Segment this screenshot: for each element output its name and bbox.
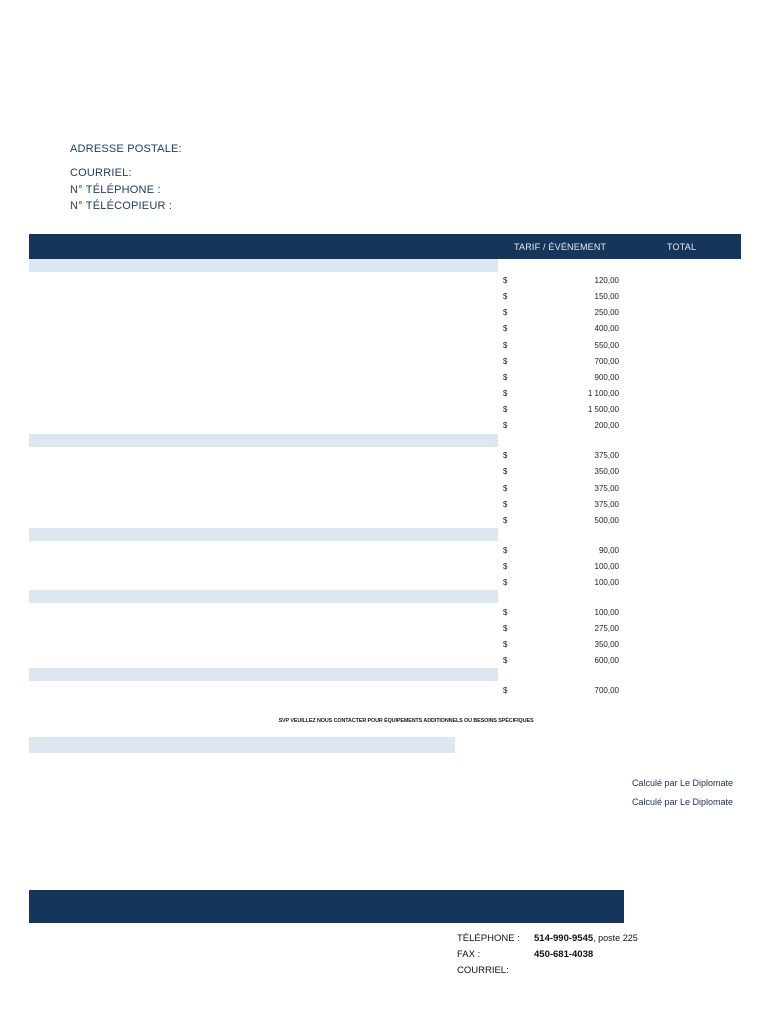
currency-symbol: $: [503, 484, 508, 493]
footer-tel-label: TÉLÉPHONE :: [457, 933, 520, 944]
currency-symbol: $: [503, 357, 508, 366]
table-header-bar: [29, 234, 741, 259]
section-band: [29, 528, 498, 541]
footer-fax-number: 450-681-4038: [534, 949, 594, 960]
price-value: 600,00: [594, 656, 619, 665]
footer-courriel-label: COURRIEL:: [457, 965, 509, 976]
price-value: 90,00: [598, 546, 619, 555]
price-value: 500,00: [594, 516, 619, 525]
currency-symbol: $: [503, 292, 508, 301]
section-band: [29, 434, 498, 447]
calc-line: Calculé par Le Diplomate: [631, 778, 733, 788]
telephone-label: N° TÉLÉPHONE :: [70, 184, 161, 196]
currency-symbol: $: [503, 516, 508, 525]
price-value: 1 500,00: [587, 405, 619, 414]
price-value: 350,00: [594, 640, 619, 649]
currency-symbol: $: [503, 324, 508, 333]
price-value: 400,00: [594, 324, 619, 333]
currency-symbol: $: [503, 686, 508, 695]
price-value: 375,00: [594, 484, 619, 493]
footer-tel-number: 514-990-9545: [534, 933, 594, 944]
price-value: 250,00: [594, 308, 619, 317]
total-header: TOTAL: [667, 242, 697, 252]
currency-symbol: $: [503, 562, 508, 571]
footer-fax-label: FAX :: [457, 949, 481, 960]
footer-tel-value: [534, 933, 638, 944]
price-value: 375,00: [594, 500, 619, 509]
input-band: [29, 737, 455, 753]
footer-tel-ext: , poste 225: [593, 933, 638, 943]
price-value: 700,00: [594, 357, 619, 366]
tarif-header: TARIF / ÉVÉNEMENT: [514, 242, 607, 252]
price-value: 550,00: [594, 341, 619, 350]
currency-symbol: $: [503, 276, 508, 285]
currency-symbol: $: [503, 373, 508, 382]
price-value: 100,00: [594, 608, 619, 617]
contact-note: SVP VEUILLEZ NOUS CONTACTER POUR ÉQUIPEMENTS ADDITIONNELS OU BESOINS SPÉCIFIQUES: [278, 718, 534, 724]
price-value: 120,00: [594, 276, 619, 285]
price-value: 350,00: [594, 467, 619, 476]
price-value: 100,00: [594, 562, 619, 571]
currency-symbol: $: [503, 341, 508, 350]
currency-symbol: $: [503, 405, 508, 414]
footer-bar: [29, 890, 624, 923]
price-value: 700,00: [594, 686, 619, 695]
currency-symbol: $: [503, 578, 508, 587]
adresse-postale-label: ADRESSE POSTALE:: [70, 143, 182, 155]
calc-line: Calculé par Le Diplomate: [631, 797, 733, 807]
currency-symbol: $: [503, 421, 508, 430]
currency-symbol: $: [503, 467, 508, 476]
price-value: 275,00: [594, 624, 619, 633]
telecopieur-label: N° TÉLÉCOPIEUR :: [70, 200, 173, 212]
price-value: 150,00: [594, 292, 619, 301]
footer-fax-value: [534, 949, 593, 960]
section-band: [29, 590, 498, 603]
price-value: 200,00: [594, 421, 619, 430]
currency-symbol: $: [503, 389, 508, 398]
currency-symbol: $: [503, 500, 508, 509]
courriel-label: COURRIEL:: [70, 167, 132, 179]
currency-symbol: $: [503, 546, 508, 555]
currency-symbol: $: [503, 308, 508, 317]
section-band: [29, 259, 498, 272]
currency-symbol: $: [503, 656, 508, 665]
currency-symbol: $: [503, 451, 508, 460]
price-value: 1 100,00: [587, 389, 619, 398]
price-value: 100,00: [594, 578, 619, 587]
section-band: [29, 668, 498, 681]
currency-symbol: $: [503, 624, 508, 633]
currency-symbol: $: [503, 640, 508, 649]
currency-symbol: $: [503, 608, 508, 617]
price-value: 375,00: [594, 451, 619, 460]
price-value: 900,00: [594, 373, 619, 382]
